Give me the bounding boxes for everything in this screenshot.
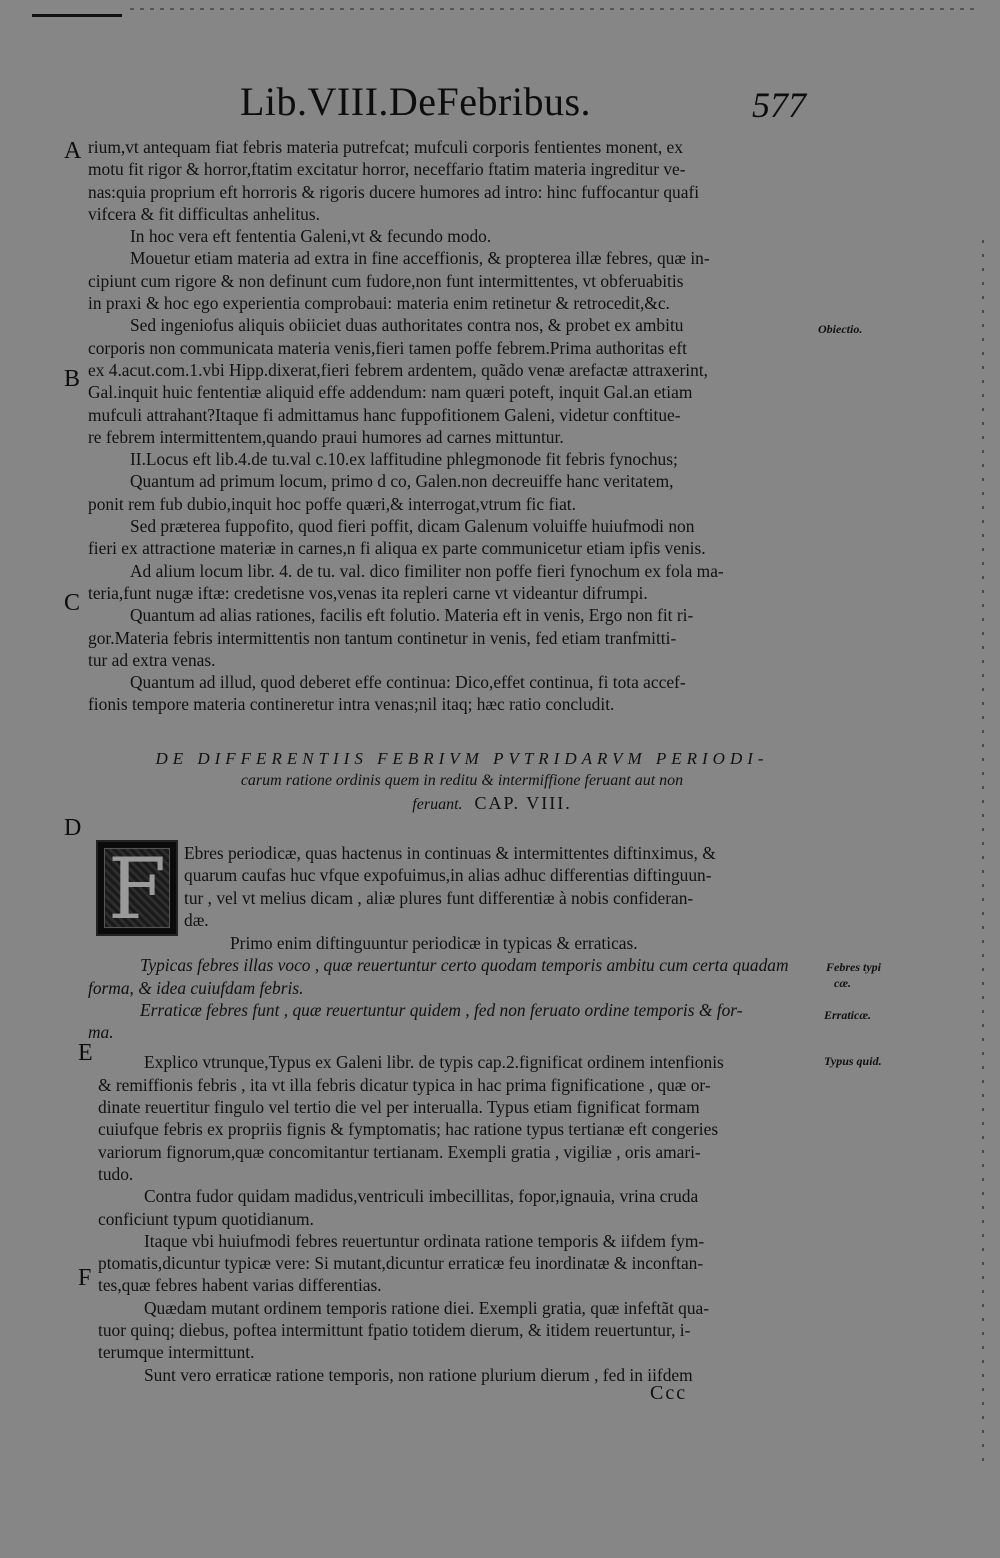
margin-letter-f: F [78,1265,92,1291]
signature-mark: Ccc [650,1382,688,1404]
text-line: Itaque vbi huiufmodi febres reuertuntur ordinata ratione temporis & iifdem fym- [144,1230,705,1251]
text-line: rium,vt antequam fiat febris materia putrefcat; mufculi corporis fentientes monent, ex [88,137,683,157]
text-line: nas:quia proprium eft horroris & rigoris ducere humores ad intro: hinc fuffocantur quafi [88,181,700,202]
running-head: Lib.VIII.DeFebribus. [240,79,592,124]
decorated-initial [96,840,178,936]
text-line: Ad alium locum libr. 4. de tu. val. dico fimiliter non poffe fieri fynochum ex fola ma- [130,560,724,581]
text-line: Contra fudor quidam madidus,ventriculi imbecillitas, fopor,ignauia, vrina cruda [144,1186,699,1207]
margin-letter-d: D [64,815,82,841]
text-line: II.Locus eft lib.4.de tu.val c.10.ex laffitudine phlegmonode fit febris fynochus; [130,449,678,470]
text-line: vifcera & fit difficultas anhelitus. [88,203,320,224]
initial-letter: F [107,840,167,938]
text-line: fionis tempore materia contineretur intra venas;nil itaq; hæc ratio concludit. [88,694,615,715]
text-line: Gal.inquit huic fententiæ aliquid effe addendum: nam quæri poteft, inquit Gal.an etiam [88,382,693,403]
text-line: forma, & idea cuiufdam febris. [88,977,304,998]
text-line: ex 4.acut.com.1.vbi Hipp.dixerat,fieri febrem ardentem, quãdo venæ arefactæ attraxerint, [88,359,709,380]
text-line: motu fit rigor & horror,ftatim excitatur horror, neceffario ftatim materia ingreditur ve- [88,159,686,180]
text-line: conficiunt typum quotidianum. [98,1208,314,1229]
margin-letter-a: A [64,138,82,164]
chapter-number: CAP. VIII. [474,793,572,813]
text-line: quarum caufas huc vfque expofuimus,in alias adhuc differentias diftinguun- [184,865,712,886]
text-line: Typicas febres illas voco , quæ reuertuntur certo quodam temporis ambitu cum certa quadam [140,955,789,976]
text-line: ponit rem fub dubio,inquit hoc poffe quæri,& interrogat,vtrum fic fiat. [88,493,576,514]
text-line: Quantum ad primum locum, primo d co, Galen.non decreuiffe hanc veritatem, [130,471,674,492]
top-edge-rule [130,8,980,10]
text-line: Sunt vero erraticæ ratione temporis, non ratione plurium dierum , fed in iifdem [144,1364,693,1385]
text-line: gor.Materia febris intermittentis non tantum continetur in venis, fed etiam tranfmitti- [88,627,677,648]
text-block-2 [88,932,823,1386]
text-line: Sed ingeniofus aliquis obiiciet duas authoritates contra nos, & probet ex ambitu [130,315,684,336]
text-line: tes,quæ febres habent varias differentias. [98,1275,382,1296]
text-line: Quædam mutant ordinem temporis ratione diei. Exempli gratia, quæ infeftãt qua- [144,1297,710,1318]
text-line: Ebres periodicæ, quas hactenus in continuas & intermittentes diftinximus, & [184,843,716,863]
text-line: re febrem intermittentem,quando praui humores ad carnes mittuntur. [88,426,564,447]
text-line: cuiufque febris ex propriis fignis & fymptomatis; hac ratione typus tertianæ eft congeries [98,1119,719,1140]
top-left-rule [32,14,122,17]
text-line: Erraticæ febres funt , quæ reuertuntur quidem , fed non feruato ordine temporis & for- [140,999,743,1020]
text-line: Sed præterea fuppofito, quod fieri poffit, dicam Galenum voluiffe huiufmodi non [130,516,695,537]
chapter-title-line-2: carum ratione ordinis quem in reditu & intermiffione feruant aut non [240,772,684,789]
text-line: Explico vtrunque,Typus ex Galeni libr. de typis cap.2.fignificat ordinem intenfionis [144,1052,724,1073]
text-line: tur ad extra venas. [88,649,216,670]
margin-note-typus-quid: Typus quid. [824,1054,882,1068]
text-line: teria,funt nugæ iftæ: credetisne vos,venas ita repleri carne vt videantur difrumpi. [88,582,648,603]
text-line: & remiffionis febris , ita vt illa febris dicatur typica in hac prima fignificatione , quæ or- [98,1074,711,1095]
chapter-heading [92,748,832,816]
text-line: Mouetur etiam materia ad extra in fine acceffionis, & propterea illæ febres, quæ in- [130,248,710,269]
right-edge-rule [982,240,984,1470]
text-line: dæ. [184,909,209,930]
text-line: ptomatis,dicuntur typicæ vere: Si mutant,dicuntur erraticæ feu inordinatæ & inconftan- [98,1253,704,1274]
text-line: Primo enim diftinguuntur periodicæ in typicas & erraticas. [230,933,638,953]
margin-note-febres-typicae-cont: cæ. [834,976,851,990]
text-line: variorum fignorum,quæ concomitantur tertianam. Exempli gratia , vigiliæ , oris amari- [98,1141,701,1162]
text-line: tur , vel vt melius dicam , aliæ plures funt differentiæ à nobis confideran- [184,887,694,908]
text-line: In hoc vera eft fententia Galeni,vt & fecundo modo. [130,226,492,247]
text-line: corporis non communicata materia venis,fieri tamen poffe febrem.Prima authoritas eft [88,337,687,358]
text-block-1 [88,136,823,716]
margin-letter-b: B [64,366,81,392]
margin-note-erraticae: Erraticæ. [824,1008,872,1022]
text-line: dinate reuertitur fingulo vel tertio die vel per interualla. Typus etiam fignificat formam [98,1097,700,1118]
text-line: Quantum ad illud, quod deberet effe continua: Dico,effet continua, fi tota accef- [130,672,686,693]
text-line: mufculi attrahant?Itaque fi admittamus hanc fuppofitionem Galeni, videtur conftitue- [88,404,681,425]
text-line: fieri ex attractione materiæ in carnes,n fi aliqua ex parte communicetur etiam ipfis venis. [88,538,706,559]
margin-letter-c: C [64,590,81,616]
margin-note-febres-typicae: Febres typi [826,960,881,974]
text-line: ma. [88,1022,114,1043]
chapter-title-line-3-text: feruant. [412,796,463,813]
text-line: cipiunt cum rigore & non definunt cum fudore,non funt intermittentes, vt obferuabitis [88,270,684,291]
chapter-title-line-3 [92,792,832,816]
text-line: Quantum ad alias rationes, facilis eft folutio. Materia eft in venis, Ergo non fit ri- [130,605,694,626]
page-number: 577 [752,85,806,125]
text-line: tudo. [98,1163,134,1184]
text-line: in praxi & hoc ego experientia comprobaui: materia enim retinetur & retrocedit,&c. [88,293,670,314]
text-block-2-initial [184,842,824,931]
text-line: terumque intermittunt. [98,1342,255,1363]
text-line: tuor quinq; diebus, poftea intermittunt fpatio totidem dierum, & itidem reuertuntur, i- [98,1320,691,1341]
margin-letter-e: E [78,1040,93,1066]
chapter-title-line-1: DE DIFFERENTIIS FEBRIVM PVTRIDARVM PERIODI- [155,749,769,768]
margin-note-objectio: Obiectio. [818,322,863,336]
